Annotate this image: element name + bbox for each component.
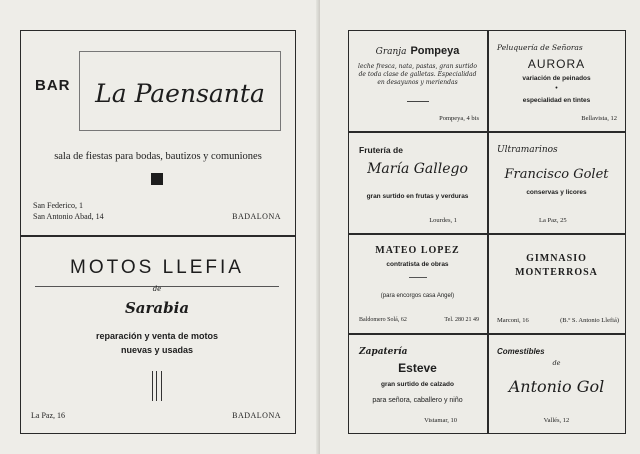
bar-address-2: San Antonio Abad, 14 — [33, 212, 104, 221]
mateo-phone: Tel. 280 21 49 — [444, 317, 479, 323]
mateo-desc: contratista de obras — [386, 261, 449, 268]
gimnasio-name-2: MONTERROSA — [515, 267, 598, 278]
motos-ad — [20, 236, 296, 434]
mateo-address: Baldomero Solá, 62 — [359, 317, 407, 323]
motos-address: La Paz, 16 — [31, 411, 65, 420]
peluqueria-address: Bellavista, 12 — [581, 115, 617, 122]
granja-name: Pompeya — [410, 45, 460, 57]
zapateria-desc-2: para señora, caballero y niño — [372, 397, 463, 404]
mateo-name: MATEO LOPEZ — [375, 245, 460, 256]
ultramarinos-address: La Paz, 25 — [539, 217, 567, 224]
gimnasio-name-1: GIMNASIO — [526, 253, 587, 264]
zapateria-desc-1: gran surtido de calzado — [381, 381, 454, 388]
ultramarinos-ad — [488, 132, 626, 234]
mateo-note: (para encorgos casa Angel) — [380, 293, 455, 299]
fruteria-desc: gran surtido en frutas y verduras — [366, 193, 469, 200]
motos-owner: Sarabia — [124, 299, 190, 317]
fruteria-address: Lourdes, 1 — [429, 217, 457, 224]
granja-desc-2: de toda clase de galletas. Especialidad — [358, 71, 477, 78]
vertical-lines-icon — [152, 371, 162, 401]
peluqueria-desc-1: variación de peinados — [522, 75, 591, 82]
peluqueria-prefix: Peluquería de Señoras — [497, 43, 583, 52]
comestibles-address: Vallés, 12 — [543, 417, 570, 424]
mateo-divider — [409, 277, 427, 278]
motos-de: de — [152, 285, 162, 293]
zapateria-ad — [348, 334, 488, 434]
square-bullet-icon — [151, 173, 163, 185]
peluqueria-desc-2: especialidad en tintes — [522, 97, 591, 104]
motos-city: BADALONA — [232, 411, 281, 420]
comestibles-prefix: Comestibles — [497, 347, 545, 356]
fruteria-prefix: Frutería de — [359, 145, 403, 155]
peluqueria-bullet: • — [555, 85, 558, 92]
bar-city: BADALONA — [232, 212, 281, 221]
granja-heading — [349, 41, 486, 59]
granja-ad — [348, 30, 488, 132]
motos-line-1: reparación y venta de motos — [95, 331, 219, 341]
gimnasio-area: (B.º S. Antonio Llefiá) — [560, 317, 619, 324]
bar-name: La Paensanta — [95, 79, 265, 108]
zapateria-name: Esteve — [398, 361, 437, 375]
ultramarinos-name: Francisco Golet — [504, 167, 609, 182]
peluqueria-ad — [488, 30, 626, 132]
granja-prefix: Granja — [375, 47, 407, 57]
bar-ad — [20, 30, 296, 236]
peluqueria-name: AURORA — [527, 57, 586, 71]
mateo-ad — [348, 234, 488, 334]
gimnasio-ad — [488, 234, 626, 334]
comestibles-name: Antonio Gol — [508, 377, 605, 396]
granja-desc-3: en desayunos y meriendas — [377, 79, 458, 86]
comestibles-ad — [488, 334, 626, 434]
granja-desc-1: leche fresca, nata, pastas, gran surtido — [358, 63, 477, 70]
bar-tagline: sala de fiestas para bodas, bautizos y comuniones — [54, 151, 262, 162]
right-page — [320, 0, 640, 454]
ultramarinos-desc: conservas y licores — [526, 189, 587, 196]
comestibles-de: de — [552, 359, 561, 367]
ultramarinos-prefix: Ultramarinos — [497, 145, 558, 155]
motos-title: MOTOS LLEFIA — [70, 257, 244, 278]
zapateria-prefix: Zapatería — [359, 347, 408, 357]
zapateria-address: Vistamar, 10 — [424, 417, 457, 424]
motos-line-2: nuevas y usadas — [120, 345, 194, 355]
bar-label: BAR — [35, 77, 71, 94]
fruteria-name: María Gallego — [367, 161, 468, 177]
fruteria-ad — [348, 132, 488, 234]
granja-divider — [407, 101, 429, 102]
bar-address-1: San Federico, 1 — [33, 201, 83, 210]
granja-address: Pompeya, 4 bis — [439, 115, 479, 122]
gimnasio-address: Marconi, 16 — [497, 317, 529, 324]
